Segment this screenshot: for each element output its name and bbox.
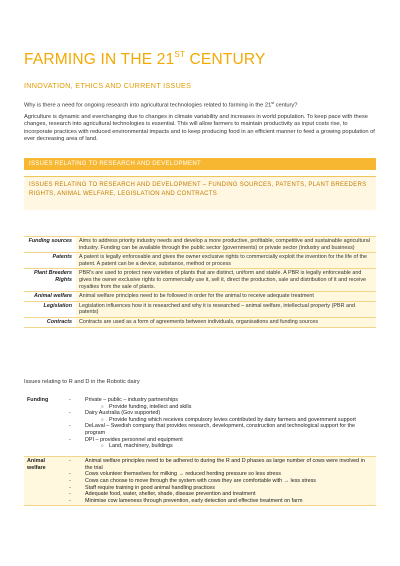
welfare-row — [24, 457, 376, 506]
sub-list — [85, 443, 373, 450]
funding-label: Funding — [27, 397, 49, 403]
title-text: FARMING IN THE 21 — [24, 51, 175, 68]
funding-list — [69, 397, 373, 450]
list-item-text: DPI – provides personnel and equipment — [85, 436, 183, 443]
sub-list-item: ○ Provide funding, intellect and skills — [101, 404, 373, 411]
sub-list — [85, 404, 373, 411]
glossary-term: Animal welfare — [24, 292, 76, 302]
glossary-row — [24, 253, 376, 269]
robotic-caption: Issues relating to R and D in the Robotic dairy — [24, 379, 140, 385]
funding-content — [66, 396, 376, 451]
list-item — [69, 410, 373, 423]
list-item: - Staff require training in good animal handling practices — [69, 485, 373, 492]
list-item-text: Private – public – industry partnerships — [85, 397, 178, 403]
intro-question-text: Why is there a need for ongoing research into agricultural technologies related to farming in the 21 — [24, 102, 272, 109]
glossary-term: Legislation — [24, 301, 76, 317]
glossary-term: Contracts — [24, 317, 76, 327]
page-title — [24, 50, 266, 69]
list-item: - Cows volunteer themselves for milking → reduced herding pressure so less stress — [69, 471, 373, 478]
section-subheading: ISSUES RELATING TO RESEARCH AND DEVELOPMENT – FUNDING SOURCES, PATENTS, PLANT BREEDERS RIGHTS, ANIMAL WELFARE, LEGISLATION AND CONTRACTS — [24, 176, 376, 210]
list-item — [69, 437, 373, 450]
list-item: - Animal welfare principles need to be adhered to during the R and D phases as large number of cows were involved in the trial — [69, 458, 373, 471]
page-subtitle: INNOVATION, ETHICS AND CURRENT ISSUES — [24, 81, 192, 90]
glossary-row — [24, 317, 376, 327]
glossary-definition: Animal welfare principles need to be followed in order for the animal to receive adequate treatment — [76, 292, 376, 302]
glossary-row — [24, 269, 376, 292]
glossary-term: Plant Breeders Rights — [24, 269, 76, 292]
glossary-row — [24, 301, 376, 317]
title-superscript: ST — [174, 50, 186, 59]
funding-row — [24, 396, 376, 451]
welfare-list — [69, 458, 373, 504]
welfare-content — [66, 457, 376, 506]
glossary-table — [24, 236, 376, 328]
glossary-definition: A patent is legally enforceable and gives the owner exclusive rights to commercially exploit the invention for the life of the patent. A patent can be a device, substance, method or process — [76, 253, 376, 269]
glossary-definition: Contracts are used as a form of agreements between individuals, organisations and funding sources — [76, 317, 376, 327]
intro-paragraph: Agriculture is dynamic and everchanging due to changes in climate variability and increases in world population. To keep pace with these changes, research into agricultural technologies is essential. This will allow farmers to maintain productivity as input costs rise, to incorporate practices with reduced environmental impacts and to keep producing food in an efficient manner to feed a growing population of ever decreasing area of land. — [24, 114, 375, 143]
intro-question-superscript: st — [271, 101, 275, 105]
intro-question-end: century? — [274, 102, 298, 109]
list-item: - Cows can choose to move through the system with cows they are comfortable with → less stress — [69, 478, 373, 485]
list-item — [69, 397, 373, 410]
list-item: - Minimise cow lameness through prevention, early detection and effective treatment on farm — [69, 498, 373, 505]
sub-list-item: ○ Provide funding which receives compulsory levies contributed by dairy farmers and government support — [101, 417, 373, 424]
glossary-definition: PBR's are used to protect new varieties of plants that are distinct, uniform and stable. A PBR is legally enforceable and gives the owner exclusive rights to commercially use it, sell it, direct the production, sale and distribution of it and receive royalties from the sale of plants. — [76, 269, 376, 292]
robotic-table — [24, 396, 376, 506]
list-item: - DeLaval – Swedish company that provides research, development, construction and technological support for the program — [69, 423, 373, 436]
title-text-end: CENTURY — [185, 51, 266, 68]
list-item-text: Dairy Australia (Gov supported) — [85, 410, 161, 417]
glossary-body — [24, 237, 376, 328]
section-band: ISSUES RELATING TO RESEARCH AND DEVELOPMENT — [24, 158, 376, 170]
sub-list — [85, 417, 373, 424]
glossary-term: Funding sources — [24, 237, 76, 253]
sub-list-item: ○ Land, machinery, buildings — [101, 443, 373, 450]
glossary-row — [24, 237, 376, 253]
glossary-definition: Legislation influences how it is researched and why it is researched – animal welfare, intellectual property (PBR and patents) — [76, 301, 376, 317]
glossary-row — [24, 292, 376, 302]
list-item: - Adequate food, water, shelter, shade, disease prevention and treatment — [69, 491, 373, 498]
welfare-label: Animal welfare — [24, 457, 66, 506]
intro-question — [24, 100, 376, 110]
glossary-definition: Aims to address priority industry needs and develop a more productive, profitable, competitive and sustainable agricultural industry. Funding can be available through the public sector (governments) or private sector (industry and business) — [76, 237, 376, 253]
glossary-term: Patents — [24, 253, 76, 269]
